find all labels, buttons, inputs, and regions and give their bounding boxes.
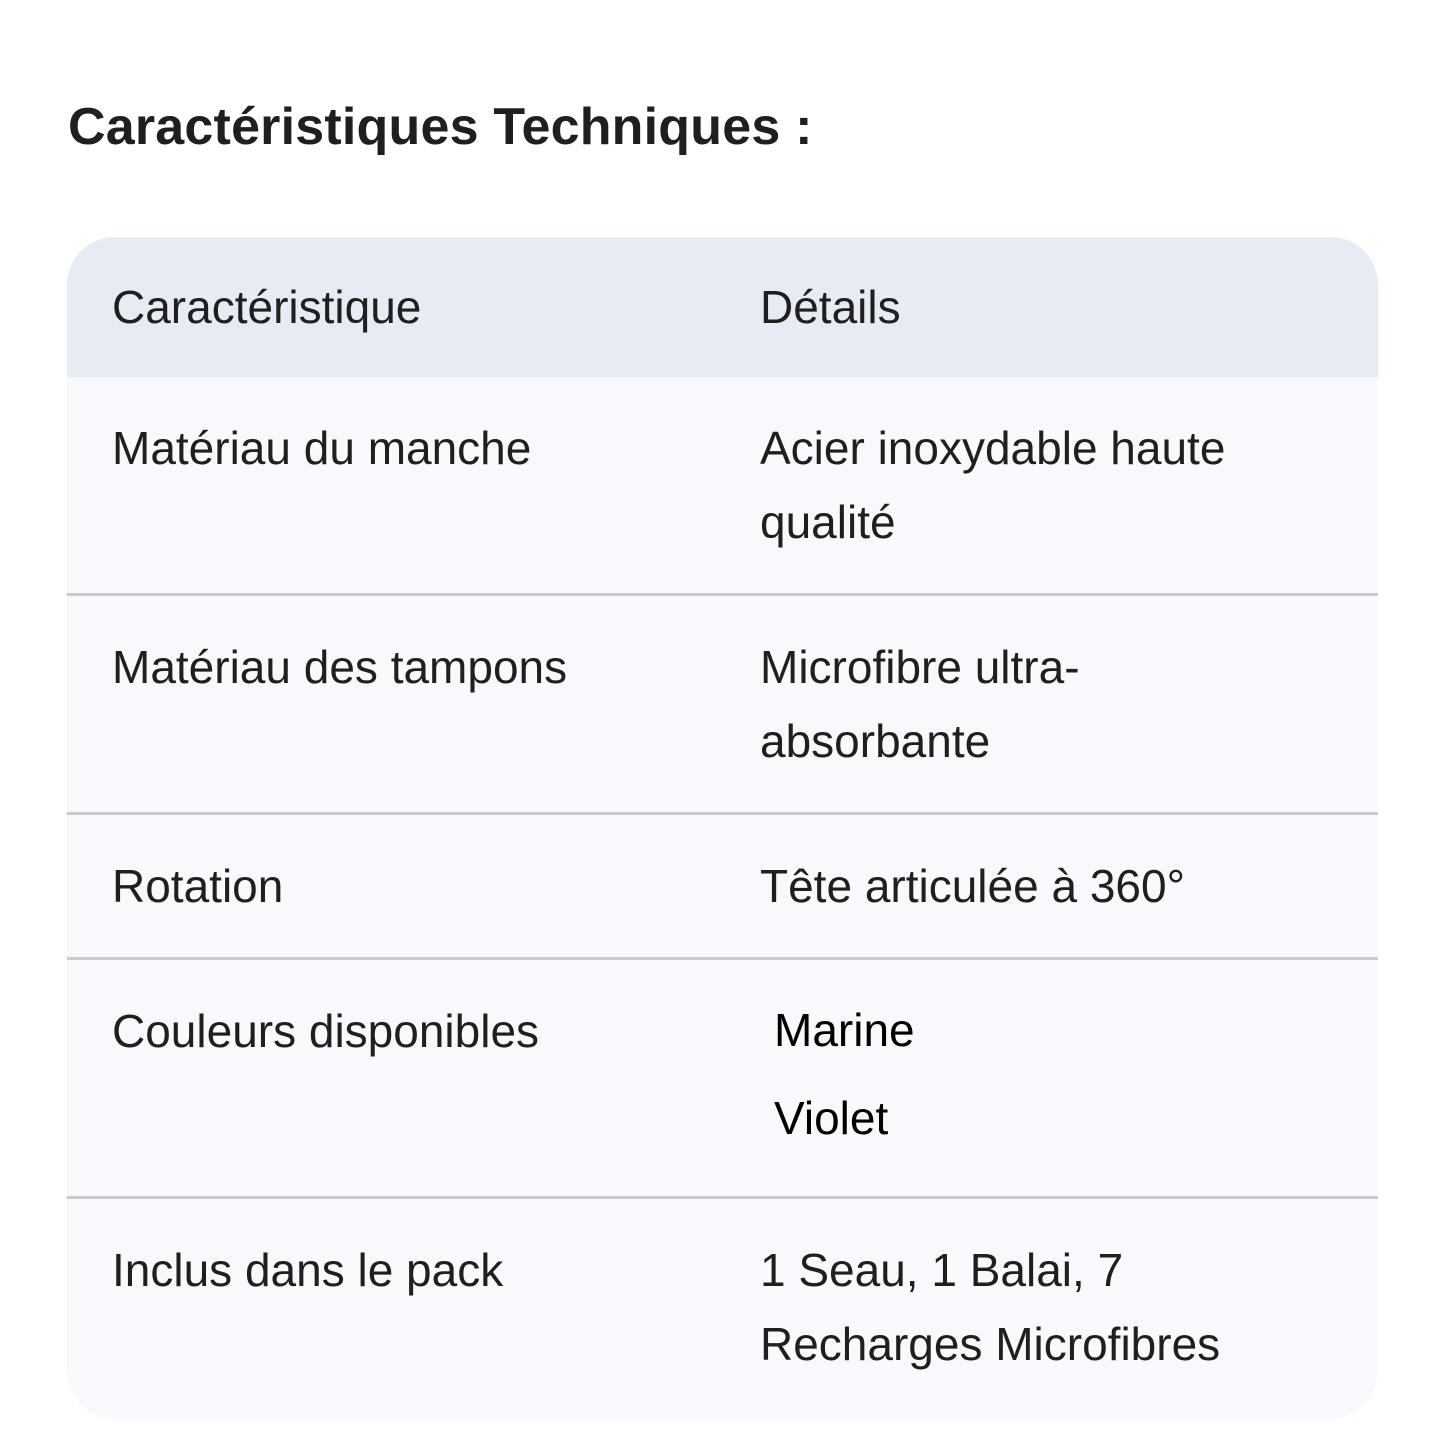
row-details-colors bbox=[715, 959, 1378, 1198]
pad-material-text: Microfibre ultra-absorbante bbox=[760, 641, 1080, 767]
row-feature-rotation: Rotation bbox=[67, 814, 715, 959]
table-row bbox=[67, 959, 1378, 1198]
row-feature-colors: Couleurs disponibles bbox=[67, 959, 715, 1198]
row-details-pad-material bbox=[715, 595, 1378, 814]
table-row bbox=[67, 1198, 1378, 1420]
spec-table-container bbox=[67, 237, 1378, 1419]
row-feature-pad-material: Matériau des tampons bbox=[67, 595, 715, 814]
color-option-marine: Marine bbox=[774, 1004, 915, 1056]
row-details-rotation: Tête articulée à 360° bbox=[715, 814, 1378, 959]
column-header-details: Détails bbox=[760, 281, 901, 333]
table-row bbox=[67, 814, 1378, 959]
page-title: Caractéristiques Techniques : bbox=[68, 98, 813, 156]
column-header-feature: Caractéristique bbox=[112, 281, 422, 333]
spec-table bbox=[67, 237, 1378, 1419]
row-feature-handle-material: Matériau du manche bbox=[112, 422, 532, 474]
table-header-row bbox=[67, 237, 1378, 377]
row-details-pack-contents bbox=[715, 1198, 1378, 1420]
table-row bbox=[67, 595, 1378, 814]
color-option-violet: Violet bbox=[774, 1092, 889, 1144]
row-feature-pack-contents: Inclus dans le pack bbox=[67, 1198, 715, 1420]
row-details-handle-material: Acier inoxydable haute qualité bbox=[760, 422, 1226, 548]
pack-contents-text: 1 Seau, 1 Balai, 7 Recharges Microfibres bbox=[760, 1244, 1221, 1370]
table-row bbox=[67, 377, 1378, 595]
